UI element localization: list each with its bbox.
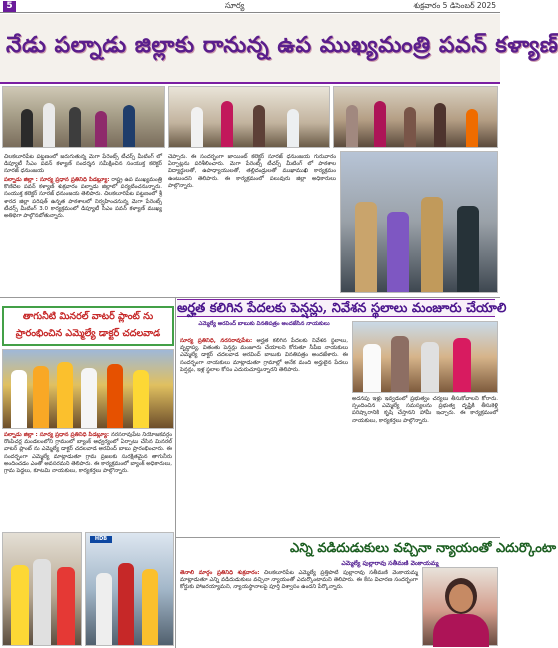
lead-photo-4	[340, 151, 498, 293]
third-body	[180, 570, 418, 646]
lead-body-right	[168, 154, 336, 294]
water-plant-photo-3	[85, 532, 174, 646]
third-dateline: తెనాలి మార్గం ప్రతినిధి శుక్రవారం:	[180, 570, 260, 576]
third-body-text: చిలకలూరిపేట ఎమ్మెల్యే ప్రత్తిపాటి పుల్లారావు సతీమణి వెంకాయమ్మ మాట్లాడుతూ ఎన్ని వడిదుడుకులు వచ్చినా న్యాయంతో ఎదుర్కొంటామని తెలిపారు. ఈ కేసు విచారణ సందర్భంగా కోర్టుకు హాజరయ్యామని, న్యాయస్థానాలపై పూర్తి విశ్వాసం ఉందని పేర్కొన్నారు.	[180, 570, 418, 591]
pension-body-2-text: అదనపు ఇళ్లు ఇవ్వడంలో ప్రభుత్వం చర్యలు తీసుకోవాలని కోరారు. స్పందించిన ఎమ్మెల్యే సమస్యలను ప్రభుత్వ దృష్టికి తీసుకెళ్లి పరిష్కారానికి కృషి చేస్తానని హామీ ఇచ్చారు. ఈ కార్యక్రమంలో నాయకులు, కార్యకర్తలు పాల్గొన్నారు.	[352, 396, 498, 424]
pension-photo	[352, 321, 498, 393]
lead-photo-2	[168, 86, 330, 148]
lead-summary-text: చిలకలూరిపేట పట్టణంలో జరుగుతున్న మెగా పేరెంట్స్ టీచర్స్ మీటింగ్ లో డిప్యూటీ సీఎం పవన్ కళ్యాణ్ సందర్శన సమీక్షించిన సంయుక్త కలెక్టర్ సూరజ్ ధనుంజయ	[4, 154, 162, 175]
water-plant-photo-2	[2, 532, 82, 646]
water-plant-dateline: పల్నాడు జిల్లా : సూర్య ప్రధాన ప్రతినిధి పిడబ్ల్యూ:	[4, 432, 110, 438]
issue-date: శుక్రవారం 5 డిసెంబర్ 2025	[413, 1, 496, 10]
pension-dateline: సూర్య ప్రతినిధి, నరసరావుపేట:	[180, 338, 253, 344]
lead-headline-band	[0, 14, 558, 84]
section-rule-2	[176, 537, 500, 538]
lead-body-right-text: చెప్పారు. ఈ సందర్భంగా జాయింట్ కలెక్టర్ సూరజ్ ధనుంజయ గురువారం ఏర్పాట్లను పరిశీలించారు. మెగా పేరెంట్స్ టీచర్స్ మీటింగ్ లో పాఠశాల విద్యార్థులతో, ఉపాధ్యాయులతో, తల్లిదండ్రులతో ముఖాముఖి కార్యక్రమం ఉంటుందని తెలిపారు. ఈ కార్యక్రమంలో పలువురు జిల్లా అధికారులు పాల్గొన్నారు.	[168, 154, 336, 189]
water-plant-headline-box	[2, 306, 174, 346]
third-byline: ఎమ్మెల్యే పుల్లారావు సతీమణి వెంకాయమ్మ	[341, 560, 439, 567]
lead-body-left-text: రాష్ట్ర ఉప ముఖ్యమంత్రి కొణిదెల పవన్ కళ్యాణ్ శుక్రవారం పల్నాడు జిల్లాలో పర్యటించనున్నారు. సంయుక్త కలెక్టర్ సూరజ్ ధనుంజయ తెలిపారు. చిలకలూరిపేట పట్టణంలో శ్రీ శారద జిల్లా పరిషత్ ఉన్నత పాఠశాలలో నిర్వహించనున్న మెగా పేరెంట్స్ టీచర్స్ మీటింగ్ 3.0 కార్యక్రమంలో డిప్యూటీ సీఎం పవన్ కళ్యాణ్ ముఖ్య అతిథిగా పాల్గొనబోతున్నారు.	[4, 177, 163, 220]
section-rule	[0, 297, 500, 298]
water-plant-body-text: నరసరావుపేట నియోజకవర్గం రొంపిచర్ల మండలంలోని గ్రామంలో బ్యాంక్ ఆధ్వర్యంలో ఏర్పాటు చేసిన మినరల్ వాటర్ ప్లాంట్ ను ఎమ్మెల్యే డాక్టర్ చదలవాడ అరవింద్ బాబు ప్రారంభించారు. ఈ సందర్భంగా ఎమ్మెల్యే మాట్లాడుతూ గ్రామ ప్రజలకు సురక్షితమైన తాగునీరు అందించడం ఎంతో అవసరమని తెలిపారు. ఈ కార్యక్రమంలో బ్యాంక్ అధికారులు, గ్రామ పెద్దలు, కూటమి నాయకులు, కార్యకర్తలు పాల్గొన్నారు.	[4, 432, 173, 475]
column-rule	[175, 298, 176, 648]
lead-body-left	[4, 177, 162, 297]
third-headline: ఎన్ని వడిదుడుకులు వచ్చినా న్యాయంతో ఎదుర్కొంటా	[290, 541, 557, 556]
pension-intro	[180, 321, 348, 336]
pension-intro-text: ఎమ్మెల్యే అరవింద్ బాబుకు వినతిపత్రం అందజేసిన నాయకులు	[198, 321, 330, 327]
lead-photo-1	[2, 86, 165, 148]
lead-summary	[4, 154, 162, 174]
pension-body-1-text: అర్హత కలిగిన పేదలకు నివేశన స్థలాలు, వృద్ధాప్య, వితంతు పెన్షన్లు మంజూరు చేయాలని కోరుతూ సీపీఐ నాయకులు ఎమ్మెల్యే డాక్టర్ చదలవాడ అరవింద్ బాబుకు వినతిపత్రం అందజేశారు. ఈ సందర్భంగా నాయకులు మాట్లాడుతూ గ్రామాల్లో అనేక మంది అర్హులైన పేదలు పెన్షన్లు, ఇళ్ల స్థలాల కోసం ఎదురుచూస్తున్నారని తెలిపారు.	[180, 338, 348, 373]
pension-headline: అర్హత కలిగిన పేదలకు పెన్షన్లు, నివేశన స్థలాలు మంజూరు చేయాలి	[177, 301, 507, 316]
water-plant-photo	[2, 349, 174, 429]
water-plant-headline-line2: ప్రారంభించిన ఎమ్మెల్యే డాక్టర్ చదలవాడ	[15, 328, 161, 339]
lead-headline: నేడు పల్నాడు జిల్లాకు రానున్న ఉప ముఖ్యమంత్రి పవన్ కళ్యాణ్	[6, 32, 558, 58]
lead-photo-3	[333, 86, 498, 148]
page-header	[0, 0, 500, 13]
bank-sign: HDB	[90, 536, 112, 543]
third-portrait	[422, 567, 498, 646]
masthead: సూర్య	[225, 1, 245, 10]
water-plant-body	[4, 432, 172, 518]
water-plant-headline-line1: తాగునీటి మినరల్ వాటర్ ప్లాంట్ ను	[22, 311, 154, 322]
pension-body-1	[180, 338, 348, 534]
pension-body-2	[352, 396, 498, 534]
page-number: 5	[3, 1, 16, 12]
lead-dateline: పల్నాడు జిల్లా : సూర్య ప్రధాన ప్రతినిధి పిడబ్ల్యూ:	[4, 177, 110, 183]
